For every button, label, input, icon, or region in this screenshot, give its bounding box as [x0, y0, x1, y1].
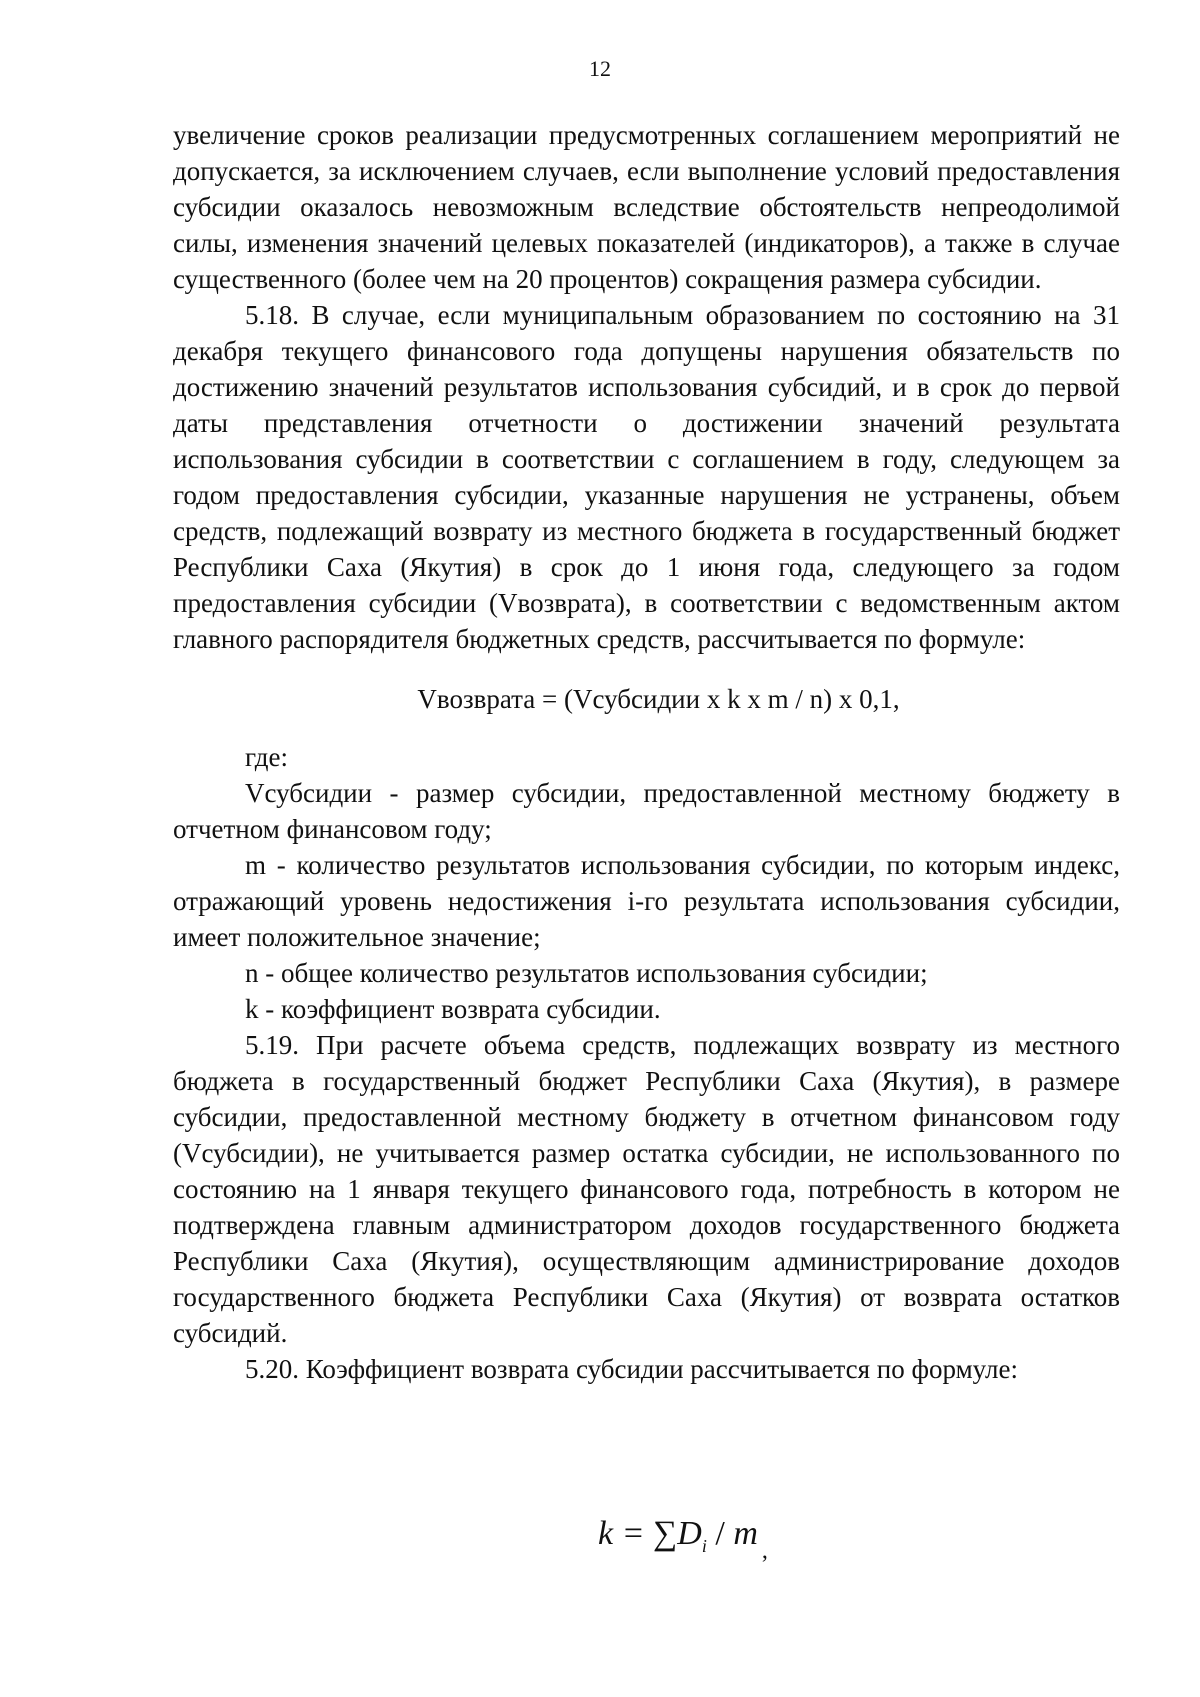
formula-k-sum-symbol: ∑ — [653, 1515, 678, 1552]
definition-k: k - коэффициент возврата субсидии. — [245, 994, 661, 1024]
formula-k-m: m — [733, 1515, 758, 1552]
definition-n: n - общее количество результатов использования субсидии; — [245, 958, 928, 988]
document-body — [173, 117, 1120, 1387]
definition-v-subsidy: Vсубсидии - размер субсидии, предоставленной местному бюджету в отчетном финансовом году; — [173, 778, 1120, 844]
formula-k-coefficient — [598, 1514, 768, 1571]
formula-k-comma: , — [761, 1538, 768, 1564]
paragraph-5-20: 5.20. Коэффициент возврата субсидии рассчитывается по формуле: — [245, 1354, 1018, 1384]
page-number: 12 — [589, 56, 611, 81]
paragraph-5-19: 5.19. При расчете объема средств, подлежащих возврату из местного бюджета в государственный бюджет Республики Саха (Якутия), в размере субсидии, предоставленной местному бюджету в отчетном финансовом году (Vсубсидии), не учитывается размер остатка субсидии, не использованного по состоянию на 1 января текущего финансового года, потребность в котором не подтверждена главным администратором доходов государственного бюджета Республики Саха (Якутия), осуществляющим администрирование доходов государственного бюджета Республики Саха (Якутия) от возврата остатков субсидий. — [173, 1030, 1120, 1348]
where-label: где: — [245, 742, 288, 772]
formula-v-return: Vвозврата = (Vсубсидии x k x m / n) x 0,1, — [417, 684, 900, 714]
formula-k-subscript-i: i — [701, 1536, 707, 1556]
paragraph-5-18: 5.18. В случае, если муниципальным образованием по состоянию на 31 декабря текущего финансового года допущены нарушения обязательств по достижению значений результатов использования субсидий, и в срок до первой даты представления отчетности о достижении значений результата использования субсидии в соответствии с соглашением в году, следующем за годом предоставления субсидии, указанные нарушения не устранены, объем средств, подлежащий возврату из местного бюджета в государственный бюджет Республики Саха (Якутия) в срок до 1 июня года, следующего за годом предоставления субсидии (Vвозврата), в соответствии с ведомственным актом главного распорядителя бюджетных средств, рассчитывается по формуле: — [173, 300, 1120, 654]
paragraph-continuation: увеличение сроков реализации предусмотренных соглашением мероприятий не допускается, за исключением случаев, если выполнение условий предоставления субсидии оказалось невозможным вследствие обстоятельств непреодолимой силы, изменения значений целевых показателей (индикаторов), а также в случае существенного (более чем на 20 процентов) сокращения размера субсидии. — [173, 120, 1120, 294]
formula-k-d: D — [677, 1515, 702, 1552]
formula-k-lhs: k — [598, 1515, 614, 1552]
formula-k-equals: = — [613, 1515, 654, 1552]
definition-m: m - количество результатов использования субсидии, по которым индекс, отражающий уровень недостижения i-го результата использования субсидии, имеет положительное значение; — [173, 850, 1120, 952]
formula-k-divide: / — [706, 1515, 734, 1552]
